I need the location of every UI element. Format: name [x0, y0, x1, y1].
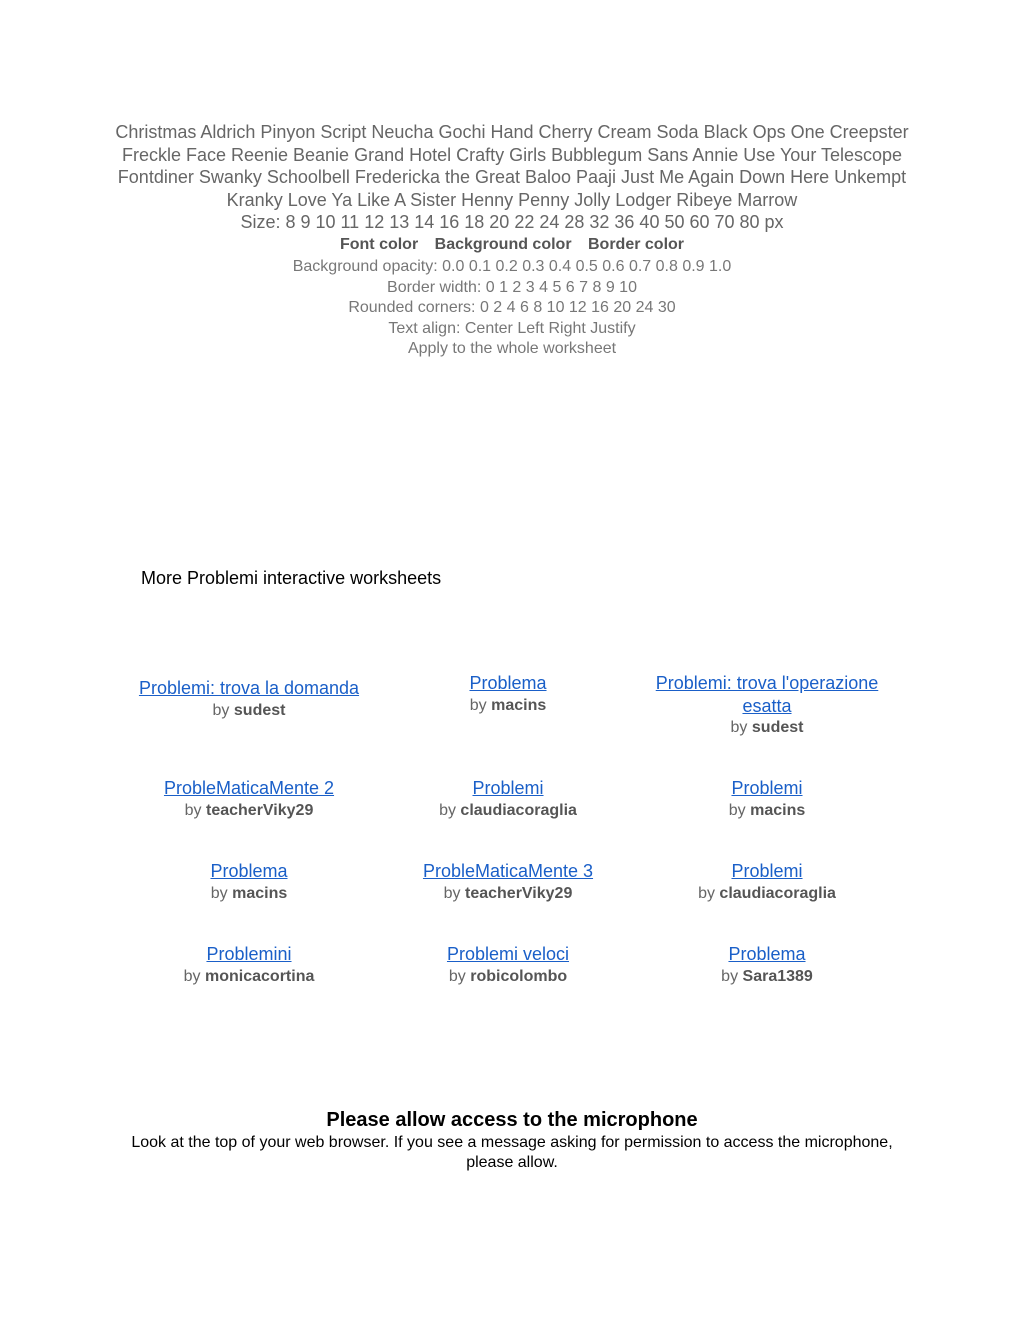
- worksheet-link[interactable]: Problemi: [731, 778, 803, 798]
- by-label: by: [210, 884, 228, 902]
- worksheet-card: [638, 777, 896, 822]
- by-label: by: [698, 884, 715, 902]
- worksheet-card: [379, 672, 637, 717]
- worksheet-card: [120, 943, 378, 988]
- author-name: claudiacoraglia: [460, 801, 577, 819]
- rounded-corners-options[interactable]: Rounded corners: 0 2 4 6 8 10 12 16 20 24 30: [348, 299, 676, 317]
- by-label: by: [448, 967, 466, 985]
- author-name: teacherViky29: [465, 884, 573, 902]
- by-label: by: [728, 801, 746, 819]
- apply-whole-worksheet-link[interactable]: Apply to the whole worksheet: [407, 340, 617, 358]
- worksheet-card: [379, 860, 637, 905]
- author-name: sudest: [233, 701, 286, 719]
- worksheet-link[interactable]: Problemi: trova l'operazione esatta: [655, 673, 879, 716]
- worksheet-author: [120, 966, 378, 988]
- worksheet-author: [120, 700, 378, 722]
- author-name: monicacortina: [205, 967, 315, 985]
- author-name: macins: [232, 884, 288, 902]
- worksheet-link[interactable]: Problemi: [731, 861, 803, 881]
- border-width-options[interactable]: Border width: 0 1 2 3 4 5 6 7 8 9 10: [387, 278, 637, 296]
- worksheet-link[interactable]: Problemi: [472, 778, 544, 798]
- color-options: [112, 233, 912, 257]
- text-align-options[interactable]: Text align: Center Left Right Justify: [388, 319, 636, 337]
- worksheet-author: [638, 883, 896, 905]
- worksheet-link[interactable]: ProbleMaticaMente 3: [422, 861, 594, 881]
- microphone-instructions: Look at the top of your web browser. If you see a message asking for permission to access the microphone, please allow.: [131, 1134, 893, 1171]
- more-worksheets-heading: More Problemi interactive worksheets: [141, 568, 442, 588]
- worksheet-card: [120, 860, 378, 905]
- worksheet-link[interactable]: Problemi veloci: [446, 944, 570, 964]
- microphone-heading: Please allow access to the microphone: [326, 1109, 698, 1131]
- author-name: macins: [491, 696, 547, 714]
- background-color-option[interactable]: Background color: [434, 236, 572, 254]
- by-label: by: [183, 967, 201, 985]
- microphone-permission-notice: [112, 1107, 912, 1173]
- background-opacity-options[interactable]: Background opacity: 0.0 0.1 0.2 0.3 0.4 0.5 0.6 0.7 0.8 0.9 1.0: [292, 258, 732, 276]
- author-name: claudiacoraglia: [719, 884, 836, 902]
- worksheet-link[interactable]: Problema: [469, 673, 547, 693]
- by-label: by: [469, 696, 487, 714]
- worksheet-card: [638, 672, 896, 739]
- worksheet-author: [120, 883, 378, 905]
- worksheet-author: [379, 695, 637, 717]
- worksheet-author: [120, 800, 378, 822]
- author-name: teacherViky29: [206, 801, 314, 819]
- worksheet-card: [638, 860, 896, 905]
- worksheet-link[interactable]: Problemi: trova la domanda: [138, 678, 360, 698]
- worksheet-link[interactable]: Problemini: [206, 944, 292, 964]
- worksheet-link[interactable]: Problema: [728, 944, 806, 964]
- worksheet-author: [379, 966, 637, 988]
- author-name: macins: [750, 801, 806, 819]
- worksheet-card: [379, 943, 637, 988]
- worksheet-card: [120, 677, 378, 722]
- by-label: by: [730, 719, 748, 736]
- border-color-option[interactable]: Border color: [588, 236, 685, 254]
- by-label: by: [721, 967, 739, 985]
- worksheet-author: [379, 800, 637, 822]
- font-list[interactable]: Christmas Aldrich Pinyon Script Neucha Gochi Hand Cherry Cream Soda Black Ops One Creepster Freckle Face Reenie Beanie Grand Hotel Crafty Girls Bubblegum Sans Annie Use Your Telescope Fontdiner Swanky Schoolbell Fredericka the Great Baloo Paaji Just Me Again Down Here Unkempt Kranky Love Ya Like A Sister Henny Penny Jolly Lodger Ribeye Marrow: [115, 122, 909, 210]
- by-label: by: [184, 801, 202, 819]
- worksheet-card: [638, 943, 896, 988]
- author-name: sudest: [751, 719, 804, 736]
- author-name: Sara1389: [742, 967, 813, 985]
- worksheet-card: [120, 777, 378, 822]
- by-label: by: [212, 701, 230, 719]
- worksheet-card: [379, 777, 637, 822]
- worksheet-author: [379, 883, 637, 905]
- worksheet-author: [638, 966, 896, 988]
- worksheet-author: [638, 717, 896, 739]
- worksheet-link[interactable]: ProbleMaticaMente 2: [163, 778, 335, 798]
- by-label: by: [443, 884, 461, 902]
- font-color-option[interactable]: Font color: [339, 236, 419, 254]
- worksheet-author: [638, 800, 896, 822]
- by-label: by: [439, 801, 456, 819]
- worksheet-link[interactable]: Problema: [210, 861, 288, 881]
- font-options-panel: [112, 121, 912, 360]
- author-name: robicolombo: [470, 967, 568, 985]
- size-options[interactable]: Size: 8 9 10 11 12 13 14 16 18 20 22 24 28 32 36 40 50 60 70 80 px: [240, 212, 784, 233]
